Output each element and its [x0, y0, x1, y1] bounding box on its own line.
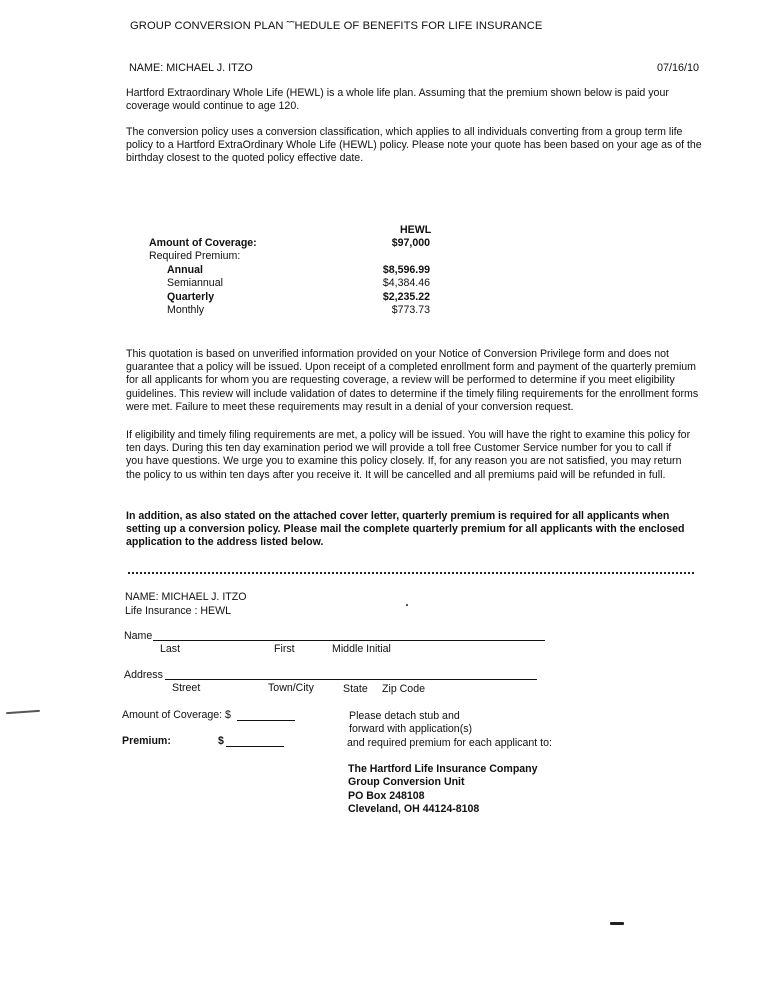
scan-mark-bottom [610, 922, 624, 925]
instruction-line-2: forward with application(s) [349, 723, 473, 735]
premium-row-label-annual: Annual [167, 264, 203, 276]
terms-paragraph-2: If eligibility and timely filing requirements are met, a policy will be issued. You will have the right to examine this policy for ten days. During this ten day examination period we will provide a toll free Customer Service number for you to call if you have questions. We urge you to examine this policy closely. If, for any reason you are not satisfied, you may return the policy to us within ten days after you receive it. It will be cancelled and all premiums paid will be refunded in full. [126, 429, 691, 481]
stub-product: Life Insurance : HEWL [125, 605, 231, 617]
premium-row-label-semiannual: Semiannual [167, 277, 223, 289]
instruction-line-1: Please detach stub and [349, 710, 460, 722]
address-sub-street: Street [172, 682, 201, 694]
instruction-line-3: and required premium for each applicant to: [347, 737, 552, 749]
mail-address-line-2: Group Conversion Unit [348, 776, 465, 788]
mail-address-line-1: The Hartford Life Insurance Company [348, 763, 538, 775]
address-sub-zip: Zip Code [382, 683, 425, 695]
intro-paragraph-2: The conversion policy uses a conversion classification, which applies to all individuals converting from a group term life policy to a Hartford ExtraOrdinary Whole Life (HEWL) policy. Please note your quote has been based on your age as of the birthday closest to the quoted policy effective date. [126, 126, 702, 165]
stub-premium-dollar: $ [218, 735, 224, 747]
required-premium-label: Required Premium: [149, 250, 241, 262]
premium-row-value-annual: $8,596.99 [382, 264, 430, 276]
column-header-hewl: HEWL [400, 224, 432, 236]
detach-line [128, 572, 694, 574]
premium-row-label-quarterly: Quarterly [167, 291, 215, 303]
stub-coverage-label: Amount of Coverage: $ [122, 709, 231, 721]
premium-row-label-monthly: Monthly [167, 304, 205, 316]
coverage-value: $97,000 [391, 237, 430, 249]
stub-name: NAME: MICHAEL J. ITZO [125, 591, 247, 603]
address-field-label: Address [124, 669, 163, 681]
premium-row-value-semiannual: $4,384.46 [382, 277, 430, 289]
name-field-line[interactable] [153, 640, 545, 641]
stub-premium-line[interactable] [226, 746, 284, 747]
applicant-name: NAME: MICHAEL J. ITZO [129, 62, 253, 74]
mail-address-line-4: Cleveland, OH 44124-8108 [348, 803, 480, 815]
address-sub-state: State [343, 683, 368, 695]
coverage-label: Amount of Coverage: [149, 237, 257, 249]
mail-address-line-3: PO Box 248108 [348, 790, 425, 802]
name-sub-last: Last [160, 643, 181, 655]
terms-paragraph-1: This quotation is based on unverified information provided on your Notice of Conversion Privilege form and does not guarantee that a policy will be issued. Upon receipt of a completed enrollment form and payment of the quarterly premium for all applicants for whom you are requesting coverage, a review will be performed to determine if you meet eligibility guidelines. This review will include validation of dates to determine if the timely filing requirements for the enrollment forms were met. Failure to meet these requirements may result in a denial of your conversion request. [126, 348, 699, 413]
name-field-label: Name [124, 630, 153, 642]
stub-premium-label: Premium: [122, 735, 171, 747]
stub-coverage-line[interactable] [237, 720, 295, 721]
intro-paragraph-1: Hartford Extraordinary Whole Life (HEWL) is a whole life plan. Assuming that the premium shown below is paid your coverage would continue to age 120. [126, 87, 669, 113]
premium-row-value-monthly: $773.73 [391, 304, 430, 316]
scan-dot [406, 604, 408, 606]
name-sub-middle: Middle Initial [332, 643, 391, 655]
terms-paragraph-3: In addition, as also stated on the attached cover letter, quarterly premium is required for all applicants when setting up a conversion policy. Please mail the complete quarterly premium for all applicants with the enclosed application to the address listed below. [126, 510, 685, 549]
address-sub-town: Town/City [268, 682, 314, 694]
premium-row-value-quarterly: $2,235.22 [382, 291, 430, 303]
quote-date: 07/16/10 [657, 62, 700, 74]
address-field-line[interactable] [165, 679, 537, 680]
scan-mark-left [6, 710, 40, 714]
name-sub-first: First [274, 643, 295, 655]
page-title: GROUP CONVERSION PLAN ˜˜HEDULE OF BENEFITS FOR LIFE INSURANCE [130, 20, 543, 32]
